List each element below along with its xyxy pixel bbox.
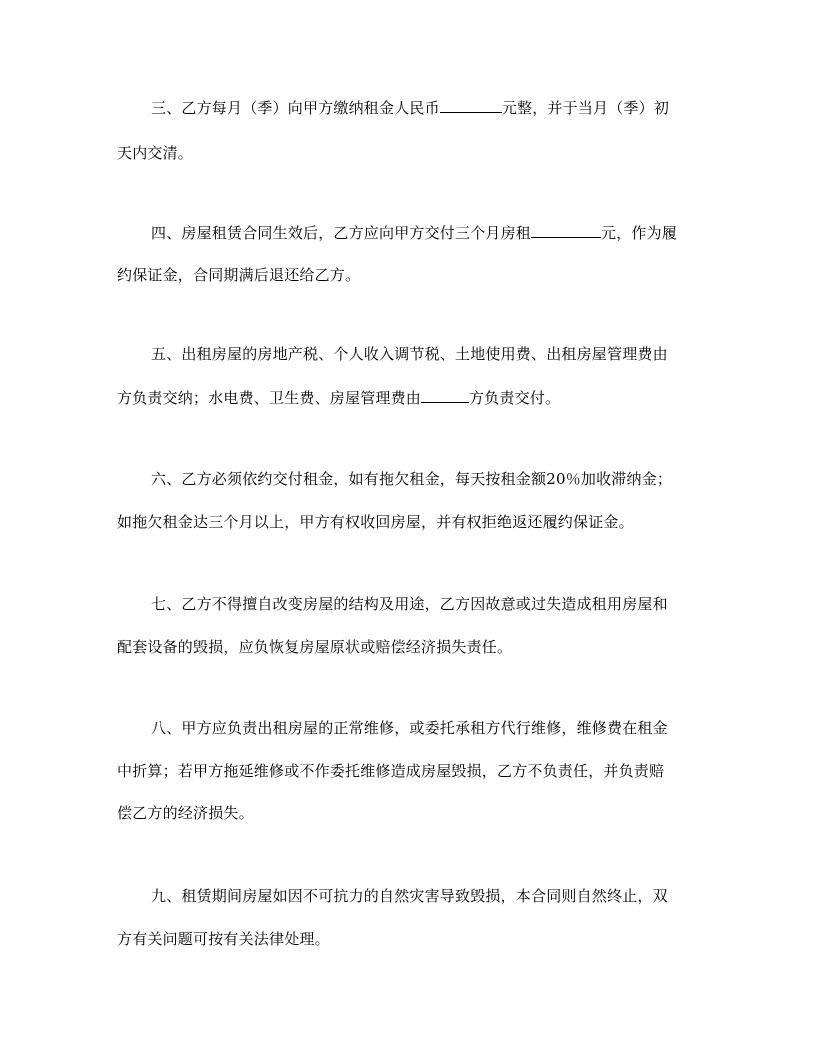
- clause-5-text-b: 方负责交纳；水电费、卫生费、房屋管理费由: [117, 389, 422, 407]
- clause-8-line-2: [117, 761, 697, 781]
- clause-7-line-1: [151, 594, 697, 614]
- clause-3-line-1: [151, 97, 697, 118]
- clause-3-text-a: 三、乙方每月（季）向甲方缴纳租金人民币: [151, 99, 440, 117]
- rent-amount-blank: [440, 97, 502, 113]
- clause-4-line-1: [151, 222, 697, 243]
- clause-5-text-c: 方负责交付。: [469, 389, 561, 407]
- clause-7-text-a: 七、乙方不得擅自改变房屋的结构及用途，乙方因故意或过失造成租用房屋和: [151, 595, 668, 613]
- clause-6-text-a: 六、乙方必须依约交付租金，如有拖欠租金，每天按租金额20％加收滞纳金；: [151, 470, 673, 488]
- clause-4-line-2: [117, 265, 697, 285]
- clause-3-text-c: 天内交清。: [117, 144, 194, 162]
- clause-6-line-2: [117, 512, 697, 532]
- clause-7-line-2: [117, 637, 697, 657]
- deposit-amount-blank: [531, 222, 601, 238]
- clause-5-line-2: [117, 387, 697, 408]
- clause-8-line-3: [117, 803, 697, 823]
- clause-8-text-a: 八、甲方应负责出租房屋的正常维修，或委托承租方代行维修，维修费在租金: [151, 719, 668, 737]
- clause-3-text-b: 元整，并于当月（季）初: [501, 99, 670, 117]
- clause-7-text-b: 配套设备的毁损，应负恢复房屋原状或赔偿经济损失责任。: [117, 638, 513, 656]
- clause-8-line-1: [151, 718, 697, 738]
- clause-9-text-a: 九、租赁期间房屋如因不可抗力的自然灾害导致毁损，本合同则自然终止，双: [151, 887, 668, 905]
- clause-4-text-a: 四、房屋租赁合同生效后，乙方应向甲方交付三个月房租: [151, 224, 532, 242]
- clause-3-line-2: [117, 143, 697, 163]
- clause-4-text-c: 约保证金，合同期满后退还给乙方。: [117, 266, 361, 284]
- clause-5-line-1: [151, 344, 697, 364]
- clause-8-text-c: 偿乙方的经济损失。: [117, 804, 254, 822]
- clause-9-line-2: [117, 929, 697, 949]
- clause-8-text-b: 中折算；若甲方拖延维修或不作委托维修造成房屋毁损，乙方不负责任，并负责赔: [117, 762, 665, 780]
- clause-6-text-b: 如拖欠租金达三个月以上，甲方有权收回房屋，并有权拒绝返还履约保证金。: [117, 513, 634, 531]
- clause-6-line-1: [151, 469, 697, 489]
- clause-4-text-b: 元，作为履: [601, 224, 678, 242]
- clause-9-text-b: 方有关问题可按有关法律处理。: [117, 930, 330, 948]
- utility-party-blank: [421, 387, 469, 403]
- clause-5-text-a: 五、出租房屋的房地产税、个人收入调节税、土地使用费、出租房屋管理费由: [151, 345, 668, 363]
- clause-9-line-1: [151, 886, 697, 906]
